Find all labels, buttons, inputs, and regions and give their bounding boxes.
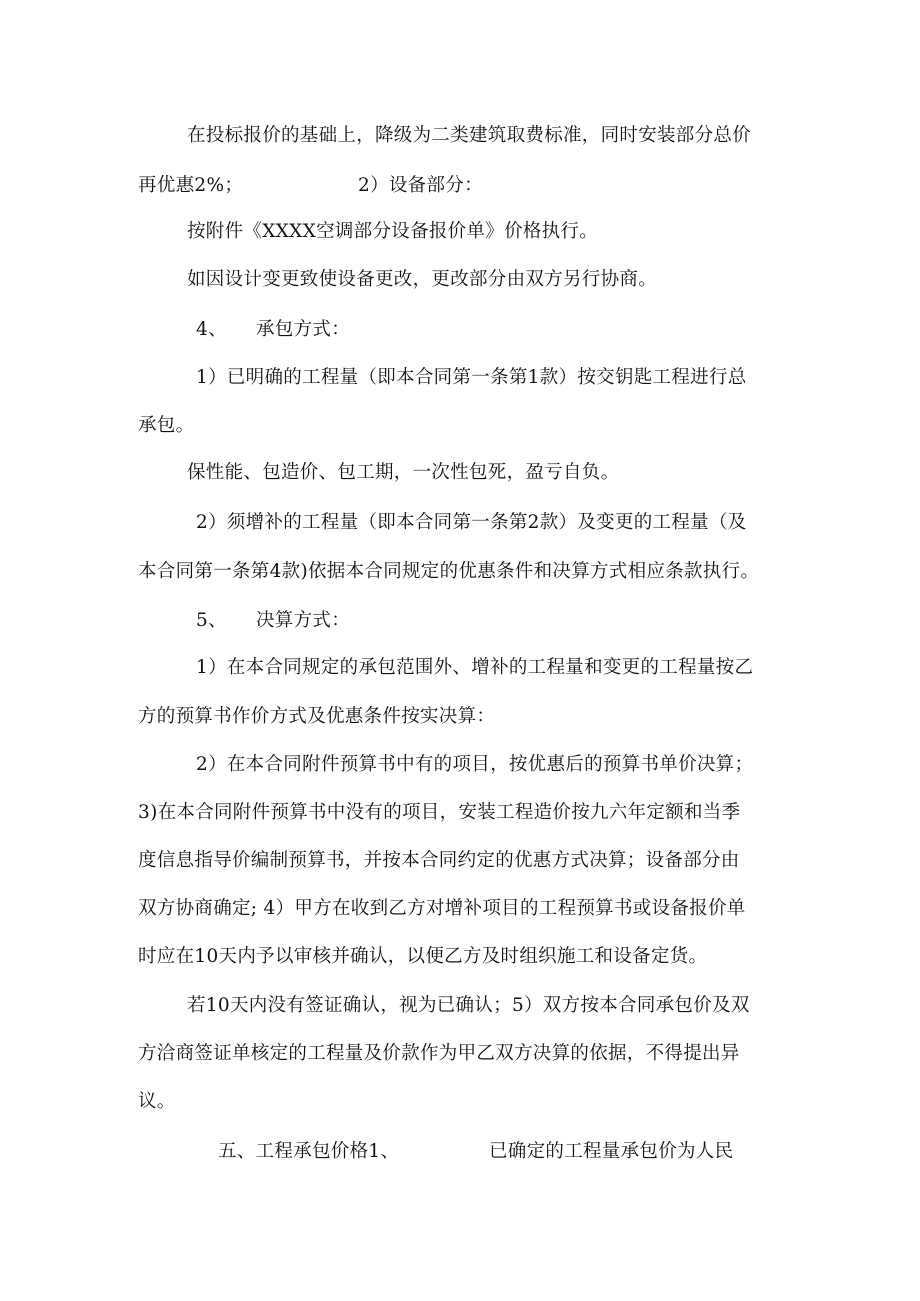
section-heading: 决算方式：: [256, 610, 351, 631]
paragraph-line: 1）在本合同规定的承包范围外、增补的工程量和变更的工程量按乙: [196, 657, 754, 678]
paragraph-line: 3)在本合同附件预算书中没有的项目，安装工程造价按九六年定额和当季: [138, 802, 741, 823]
paragraph-line: 按附件《XXXX空调部分设备报价单》价格执行。: [187, 221, 599, 242]
paragraph-line: 度信息指导价编制预算书，并按本合同约定的优惠方式决算；设备部分由: [138, 850, 740, 871]
paragraph-line: 1）已明确的工程量（即本合同第一条第1款）按交钥匙工程进行总: [196, 367, 747, 388]
paragraph-line: 时应在10天内予以审核并确认，以便乙方及时组织施工和设备定货。: [138, 946, 708, 967]
section-number: 5、: [196, 610, 227, 631]
paragraph-line: 2）在本合同附件预算书中有的项目，按优惠后的预算书单价决算；: [196, 754, 754, 775]
paragraph-line: 若10天内没有签证确认，视为已确认；5）双方按本合同承包价及双: [187, 995, 750, 1016]
paragraph-line: 议。: [138, 1091, 176, 1112]
paragraph-line: 已确定的工程量承包价为人民: [489, 1141, 734, 1162]
paragraph-line: 本合同第一条第4款)依据本合同规定的优惠条件和决算方式相应条款执行。: [138, 561, 760, 582]
paragraph-line: 承包。: [138, 415, 195, 436]
paragraph-line: 2）须增补的工程量（即本合同第一条第2款）及变更的工程量（及: [196, 512, 747, 533]
section-heading: 五、工程承包价格1、: [218, 1141, 400, 1162]
paragraph-line: 保性能、包造价、包工期，一次性包死，盈亏自负。: [187, 462, 620, 483]
paragraph-line: 在投标报价的基础上，降级为二类建筑取费标准，同时安装部分总价: [187, 125, 752, 146]
section-heading: 承包方式：: [256, 319, 351, 340]
paragraph-line: 方的预算书作价方式及优惠条件按实决算：: [138, 706, 496, 727]
paragraph-line: 再优惠2%；: [138, 175, 244, 196]
section-number: 4、: [196, 319, 227, 340]
paragraph-line: 双方协商确定; 4）甲方在收到乙方对增补项目的工程预算书或设备报价单: [138, 898, 746, 919]
paragraph-line: 方洽商签证单核定的工程量及价款作为甲乙双方决算的依据，不得提出异: [138, 1043, 740, 1064]
paragraph-line: 2）设备部分：: [358, 175, 483, 196]
paragraph-line: 如因设计变更致使设备更改，更改部分由双方另行协商。: [187, 269, 658, 290]
